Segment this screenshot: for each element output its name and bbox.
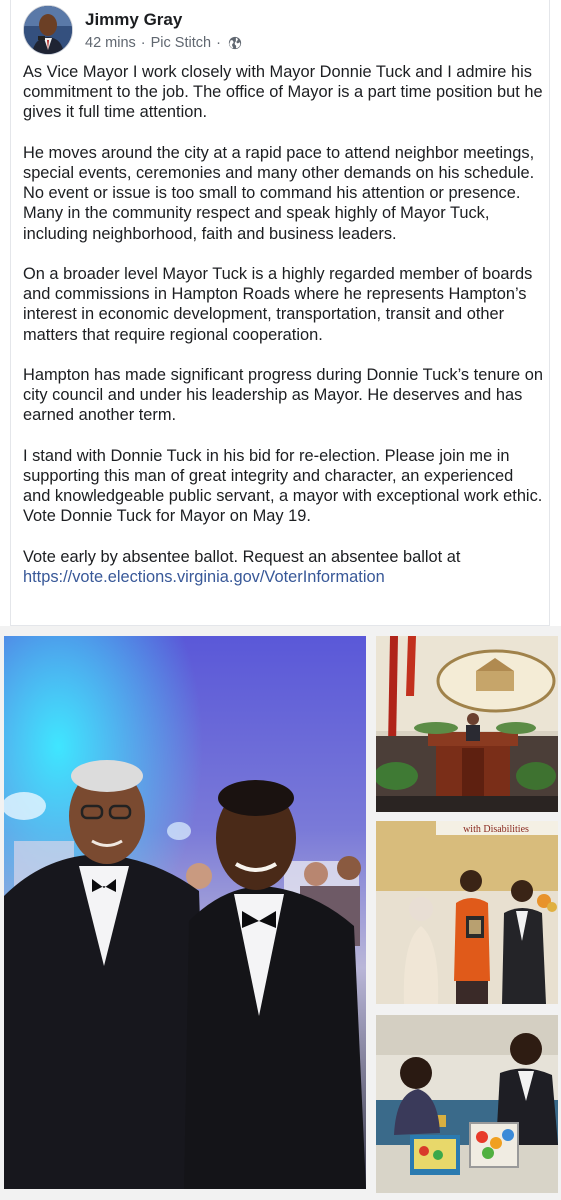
- post-paragraph: He moves around the city at a rapid pace to attend neighbor meetings, special events, ceremonies and many other demands on his schedule. No event or issue is too small to command his attention or presence. Many in the community respect and speak highly of Mayor Tuck, including neighborhood, faith and business leaders.: [23, 143, 535, 243]
- post-card: [10, 0, 550, 626]
- post-source: Pic Stitch: [150, 35, 212, 51]
- photo-children-activity[interactable]: [376, 1015, 558, 1193]
- post-header: [23, 5, 523, 57]
- author-name[interactable]: Jimmy Gray: [85, 10, 183, 29]
- post-text: [23, 62, 543, 587]
- meta-separator: ·: [140, 35, 146, 51]
- post-paragraph: On a broader level Mayor Tuck is a highly regarded member of boards and commissions in Hampton Roads where he represents Hampton’s interest in economic development, transportation, transit and other matters that require regional cooperation.: [23, 265, 533, 344]
- globe-icon[interactable]: [228, 36, 242, 50]
- post-paragraph: I stand with Donnie Tuck in his bid for re-election. Please join me in supporting this man of great integrity and character, an experienced and knowledgeable public servant, a mayor with exceptional work ethic. Vote Donnie Tuck for Mayor on May 19.: [23, 446, 543, 526]
- post-paragraph: As Vice Mayor I work closely with Mayor Donnie Tuck and I admire his commitment to the job. The office of Mayor is a part time position but he gives it full time attention.: [23, 63, 543, 122]
- avatar[interactable]: [23, 5, 73, 55]
- photo-award-presentation[interactable]: [376, 821, 558, 1004]
- post-paragraph: Hampton has made significant progress during Donnie Tuck’s tenure on city council and under his leadership as Mayor. He deserves and has earned another term.: [23, 366, 543, 425]
- post-meta: [85, 35, 242, 51]
- post-paragraph-closing: [23, 547, 543, 587]
- photo-tuxedo-portrait[interactable]: [4, 636, 366, 1189]
- meta-separator-2: ·: [216, 35, 221, 51]
- post-timestamp[interactable]: 42 mins: [85, 35, 136, 51]
- award-banner-text: with Disabilities: [463, 824, 529, 835]
- avatar-image: [24, 6, 72, 54]
- photo-collage: [0, 626, 561, 1200]
- closing-text: Vote early by absentee ballot. Request an absentee ballot at: [23, 547, 461, 566]
- photo-church-podium[interactable]: [376, 636, 558, 812]
- absentee-ballot-link[interactable]: https://vote.elections.virginia.gov/VoterInformation: [23, 568, 385, 586]
